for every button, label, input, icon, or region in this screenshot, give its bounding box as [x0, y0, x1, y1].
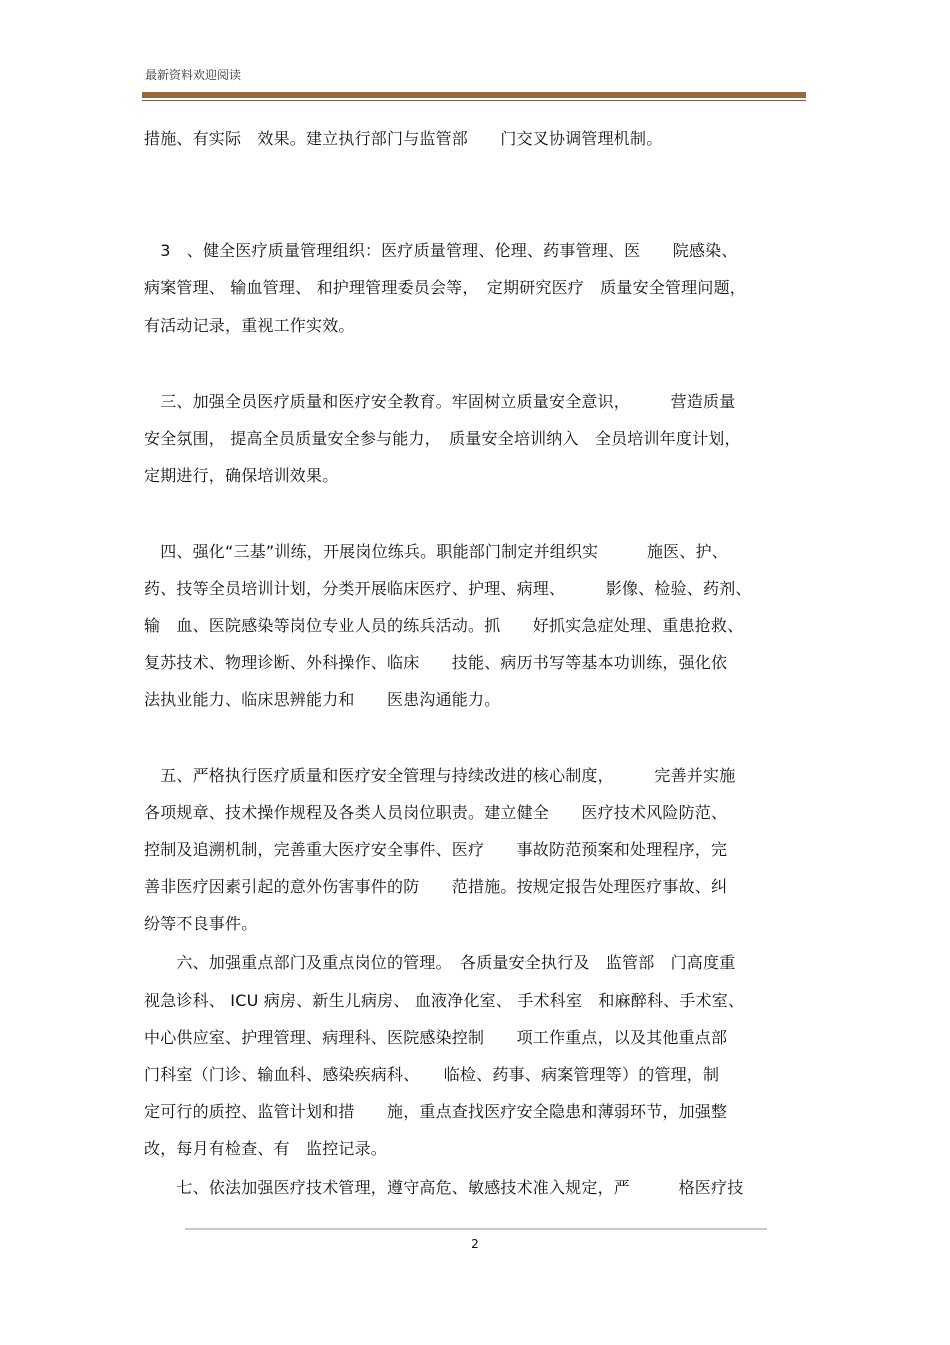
text-line: 定可行的质控、监管计划和措 施，重点查找医疗安全隐患和薄弱环节，加强整: [144, 1102, 728, 1121]
text-line: 定期进行，确保培训效果。: [144, 466, 339, 485]
text-line: 有活动记录，重视工作实效。: [144, 316, 355, 335]
text-line: 三、加强全员医疗质量和医疗安全教育。牢固树立质量安全意识， 营造质量: [144, 392, 736, 411]
text-line: 3 、健全医疗质量管理组织：医疗质量管理、伦理、药事管理、医 院感染、: [144, 241, 738, 260]
text-line: 五、严格执行医疗质量和医疗安全管理与持续改进的核心制度， 完善并实施: [144, 766, 736, 785]
text-line: 药、技等全员培训计划，分类开展临床医疗、护理、病理、 影像、检验、药剂、: [144, 579, 752, 598]
text-line: 七、依法加强医疗技术管理，遵守高危、敏感技术准入规定，严 格医疗技: [144, 1178, 744, 1197]
text-line: 输 血、医院感染等岗位专业人员的练兵活动。抓 好抓实急症处理、重患抢救、: [144, 616, 744, 635]
text-line: 四、强化“三基”训练，开展岗位练兵。职能部门制定并组织实 施医、护、: [144, 542, 728, 561]
text-line: 纷等不良事件。: [144, 914, 258, 933]
text-line: 改，每月有检查、有 监控记录。: [144, 1139, 388, 1158]
text-line: 善非医疗因素引起的意外伤害事件的防 范措施。按规定报告处理医疗事故、纠: [144, 877, 728, 896]
text-line: 安全氛围， 提高全员质量安全参与能力， 质量安全培训纳入 全员培训年度计划，: [144, 429, 741, 448]
text-line: 六、加强重点部门及重点岗位的管理。 各质量安全执行及 监管部 门高度重: [144, 953, 736, 972]
text-line: 各项规章、技术操作规程及各类人员岗位职责。建立健全 医疗技术风险防范、: [144, 803, 728, 822]
text-line: 中心供应室、护理管理、病理科、医院感染控制 项工作重点，以及其他重点部: [144, 1028, 728, 1047]
page-header-text: 最新资料欢迎阅读: [145, 68, 242, 82]
text-line: 病案管理、 输血管理、 和护理管理委员会等， 定期研究医疗 质量安全管理问题，: [144, 278, 746, 297]
text-line: 法执业能力、临床思辨能力和 医患沟通能力。: [144, 690, 501, 709]
text-line: 控制及追溯机制，完善重大医疗安全事件、医疗 事故防范预案和处理程序，完: [144, 840, 728, 859]
text-line: 视急诊科、 ICU 病房、新生儿病房、 血液净化室、 手术科室 和麻醉科、手术室、: [144, 991, 745, 1010]
header-rule: [142, 92, 806, 98]
footer-rule: [185, 1228, 767, 1230]
page-number: 2: [471, 1237, 479, 1251]
text-line: 复苏技术、物理诊断、外科操作、临床 技能、病历书写等基本功训练，强化依: [144, 653, 728, 672]
text-line: 措施、有实际 效果。建立执行部门与监管部 门交叉协调管理机制。: [144, 129, 663, 148]
header-rule-thin: [142, 100, 806, 101]
text-line: 门科室（门诊、输血科、感染疾病科、 临检、药事、病案管理等）的管理，制: [144, 1065, 720, 1084]
